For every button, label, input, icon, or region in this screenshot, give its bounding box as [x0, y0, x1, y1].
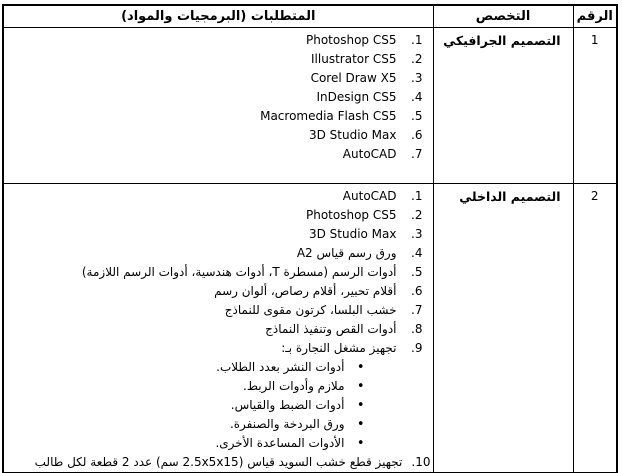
- item-number-label: 7.: [411, 147, 423, 161]
- requirement-item: [6, 69, 433, 88]
- requirement-item: [6, 263, 433, 282]
- item-number-label: 10.: [411, 455, 431, 469]
- item-number-label: 7.: [411, 303, 423, 317]
- item-text: ورق رسم قياس A2: [296, 246, 397, 260]
- item-text: أقلام تحبير، أقلام رصاص، ألوان رسم: [214, 284, 397, 298]
- header-requirements: المتطلبات (البرمجيات والمواد): [3, 5, 433, 28]
- bullet-icon: •: [356, 360, 365, 375]
- requirement-item: [6, 301, 433, 320]
- row-number: 1: [573, 28, 617, 184]
- header-number: الرقم: [573, 5, 617, 28]
- row-requirements: [3, 184, 433, 473]
- requirement-item: [6, 145, 433, 164]
- item-number-label: 6.: [411, 284, 423, 298]
- requirement-item: [6, 358, 433, 377]
- item-number-label: 1.: [411, 33, 423, 47]
- bullet-icon: •: [356, 398, 365, 413]
- item-number-label: 2.: [411, 208, 423, 222]
- item-number-label: 5.: [411, 109, 423, 123]
- item-text: ورق البردخة والصنفرة.: [229, 417, 345, 431]
- requirements-table: [2, 4, 618, 473]
- item-text: تجهيز قطع خشب السويد قياس (2.5x5x15 سم) عدد 2 قطعة لكل طالب: [34, 455, 403, 469]
- requirement-item: [6, 187, 433, 206]
- requirement-item: [6, 320, 433, 339]
- row-number: 2: [573, 184, 617, 473]
- requirement-item: [6, 88, 433, 107]
- item-number-label: 2.: [411, 52, 423, 66]
- item-text: خشب البلسا، كرتون مقوى للنماذج: [224, 303, 397, 317]
- item-text: الأدوات المساعدة الأخرى.: [215, 436, 345, 450]
- requirement-item: [6, 206, 433, 225]
- item-text: AutoCAD: [342, 147, 397, 161]
- item-text: أدوات الرسم (مسطرة T، أدوات هندسية، أدوات الرسم اللازمة): [81, 265, 397, 279]
- item-text: AutoCAD: [342, 189, 397, 203]
- table-row: [3, 184, 617, 473]
- bullet-icon: •: [356, 417, 365, 432]
- requirement-item: [6, 415, 433, 434]
- item-text: Illustrator CS5: [311, 52, 397, 66]
- requirement-item: [6, 244, 433, 263]
- table-row: [3, 28, 617, 184]
- item-text: أدوات النشر بعدد الطلاب.: [216, 360, 345, 374]
- item-text: أدوات الضبط والقياس.: [230, 398, 345, 412]
- row-specialization: التصميم الجرافيكي: [433, 28, 573, 184]
- requirement-item: [6, 31, 433, 50]
- item-number-label: 9.: [411, 341, 423, 355]
- item-text: 3D Studio Max: [308, 227, 397, 241]
- item-text: Macromedia Flash CS5: [260, 109, 397, 123]
- item-number-label: 3.: [411, 71, 423, 85]
- item-number-label: 4.: [411, 246, 423, 260]
- requirement-item: [6, 50, 433, 69]
- requirement-item: [6, 339, 433, 358]
- item-number-label: 3.: [411, 227, 423, 241]
- requirement-item: [6, 453, 433, 472]
- requirement-item: [6, 434, 433, 453]
- item-text: ملازم وأدوات الربط.: [243, 379, 345, 393]
- item-number-label: 4.: [411, 90, 423, 104]
- requirement-item: [6, 126, 433, 145]
- requirement-item: [6, 396, 433, 415]
- item-text: Corel Draw X5: [310, 71, 397, 85]
- item-text: Photoshop CS5: [306, 33, 397, 47]
- item-text: InDesign CS5: [316, 90, 397, 104]
- row-requirements: [3, 28, 433, 184]
- item-number-label: 6.: [411, 128, 423, 142]
- requirement-item: [6, 282, 433, 301]
- table-header-row: [3, 5, 617, 28]
- item-text: Photoshop CS5: [306, 208, 397, 222]
- header-specialization: التخصص: [433, 5, 573, 28]
- requirement-item: [6, 225, 433, 244]
- item-text: 3D Studio Max: [308, 128, 397, 142]
- item-text: تجهيز مشغل النجارة بـ:: [281, 341, 397, 355]
- item-text: أدوات القص وتنفيذ النماذج: [265, 322, 397, 336]
- item-number-label: 1.: [411, 189, 423, 203]
- requirement-item: [6, 377, 433, 396]
- requirement-item: [6, 107, 433, 126]
- bullet-icon: •: [356, 379, 365, 394]
- item-number-label: 8.: [411, 322, 423, 336]
- bullet-icon: •: [356, 436, 365, 451]
- item-number-label: 5.: [411, 265, 423, 279]
- row-specialization: التصميم الداخلي: [433, 184, 573, 473]
